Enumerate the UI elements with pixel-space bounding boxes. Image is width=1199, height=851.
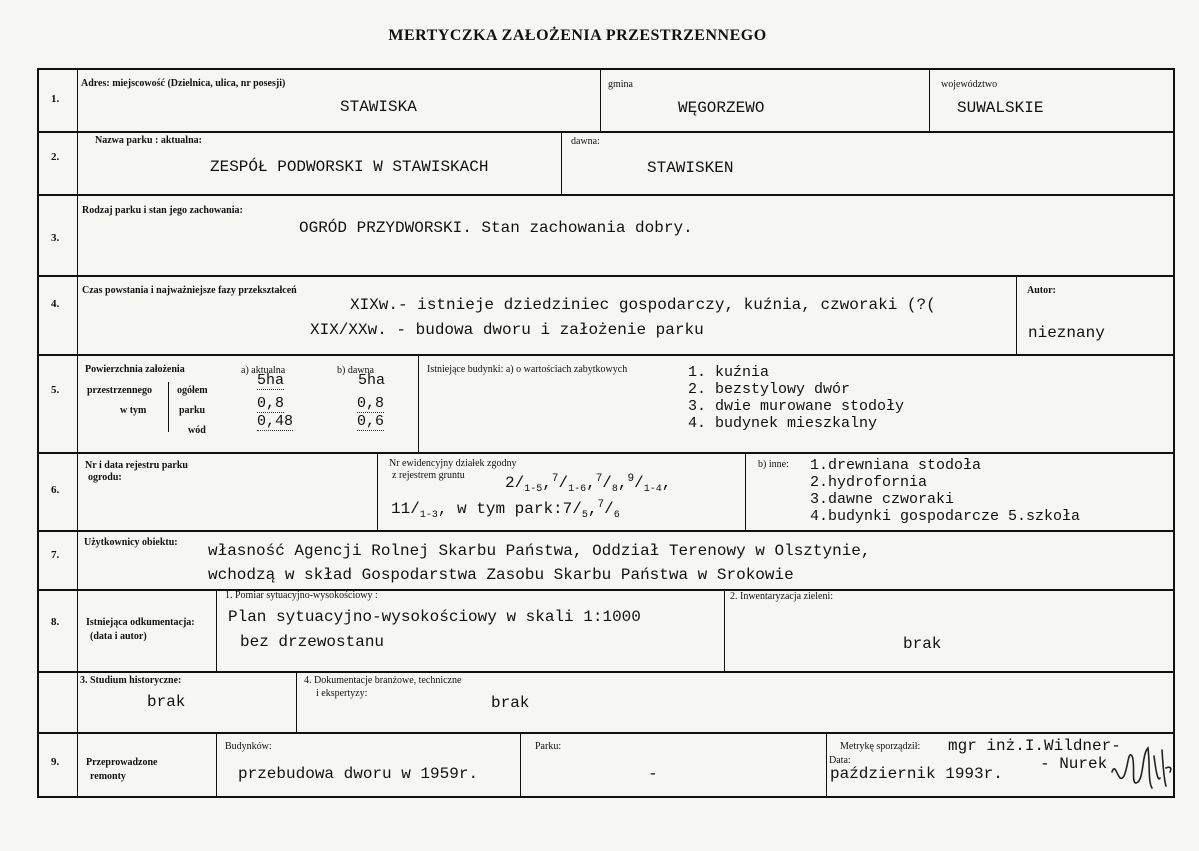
total-label: ogółem — [177, 385, 208, 396]
cell-divider — [724, 589, 725, 671]
historical-study-label: 3. Studium historyczne: — [80, 675, 182, 686]
other-building-item: 1.drewniana stodoła — [810, 457, 982, 474]
row-divider — [37, 530, 1175, 532]
park-name-current-label: Nazwa parku : aktualna: — [95, 135, 202, 146]
number-column-divider — [77, 68, 78, 798]
gmina-value: WĘGORZEWO — [678, 99, 765, 117]
plot-numbers-label-2: z rejestrem gruntu — [392, 470, 465, 481]
branch-docs-value: brak — [491, 694, 530, 712]
current-area-header: a) aktualna — [241, 365, 286, 376]
row-divider — [37, 354, 1175, 356]
row-divider — [37, 131, 1175, 133]
cell-divider — [216, 589, 217, 671]
former-area-header: b) dawna — [337, 365, 374, 376]
prepared-by-label: Metrykę sporządził: — [840, 741, 921, 752]
cell-divider — [561, 131, 562, 194]
row-number: 7. — [51, 549, 60, 561]
row-number: 8. — [51, 616, 60, 628]
row-divider — [37, 671, 1175, 673]
water-area-label: wód — [188, 425, 206, 436]
row-divider — [37, 589, 1175, 591]
cell-divider — [929, 68, 930, 131]
gmina-label: gmina — [608, 79, 633, 90]
existing-buildings-label: Istniejące budynki: a) o wartościach zabytkowych — [427, 364, 628, 375]
including-label: w tym — [120, 405, 147, 416]
greenery-inventory-label: 2. Inwentaryzacja zieleni: — [730, 591, 833, 602]
author-label: Autor: — [1027, 285, 1056, 296]
other-buildings-label: b) inne: — [758, 459, 789, 470]
form-title: MERTYCZKA ZAŁOŻENIA PRZESTRZENNEGO — [388, 27, 767, 44]
survey-line-1: Plan sytuacyjno-wysokościowy w skali 1:1000 — [228, 608, 641, 626]
former-park-area: 0,8 — [357, 395, 385, 412]
row-divider — [37, 732, 1175, 734]
park-renovation-value: - — [648, 765, 658, 783]
plot-numbers-label: Nr ewidencyjny działek zgodny — [389, 458, 517, 469]
survey-label: 1. Pomiar sytuacyjno-wysokościowy : — [225, 590, 378, 601]
cell-divider — [745, 452, 746, 530]
row-number: 6. — [51, 484, 60, 496]
registry-label: Nr i data rejestru parku — [85, 460, 188, 471]
cell-divider — [296, 671, 297, 732]
cell-divider — [1016, 275, 1017, 354]
historical-study-value: brak — [147, 693, 186, 711]
park-name-former-label: dawna: — [571, 136, 600, 147]
prepared-by-value-2: - Nurek — [1040, 755, 1108, 773]
row-number: 4. — [51, 298, 60, 310]
registry-label-2: ogrodu: — [88, 472, 122, 483]
park-area-label: parku — [179, 405, 206, 416]
history-phases-label: Czas powstania i najważniejsze fazy przekształceń — [82, 285, 297, 296]
cell-divider — [216, 732, 217, 798]
row-divider — [37, 275, 1175, 277]
park-renovation-label: Parku: — [535, 741, 562, 752]
cell-divider — [520, 732, 521, 798]
survey-line-2: bez drzewostanu — [240, 633, 385, 651]
documentation-label-2: (data i autor) — [90, 631, 147, 642]
historic-building-item: 2. bezstylowy dwór — [688, 381, 851, 398]
cell-divider — [418, 354, 419, 452]
voivodeship-label: województwo — [941, 79, 998, 90]
current-water-area: 0,48 — [257, 413, 294, 430]
park-name-former-value: STAWISKEN — [647, 159, 734, 177]
renovations-label: Przeprowadzone — [86, 757, 158, 768]
row-number: 1. — [51, 93, 60, 105]
greenery-inventory-value: brak — [903, 635, 942, 653]
buildings-renovation-value: przebudowa dworu w 1959r. — [238, 765, 479, 783]
branch-docs-label-2: i ekspertyzy: — [316, 688, 368, 699]
branch-docs-label: 4. Dokumentacje branżowe, techniczne — [304, 675, 462, 686]
plot-numbers-line-2: $11/_{1-3}$, w tym $park:7/_5,^7/_6$ — [391, 499, 620, 521]
current-total-area: 5ha — [257, 372, 285, 389]
other-building-item: 2.hydrofornia — [810, 474, 928, 491]
cell-divider — [826, 732, 827, 798]
users-label: Użytkownicy obiektu: — [84, 537, 178, 548]
park-type-label: Rodzaj parku i stan jego zachowania: — [82, 205, 243, 216]
cell-divider — [168, 382, 169, 432]
renovations-label-2: remonty — [90, 771, 126, 782]
row-number: 2. — [51, 151, 60, 163]
signature-image — [1108, 742, 1174, 794]
row-divider — [37, 194, 1175, 196]
date-label: Data: — [829, 755, 851, 766]
park-name-current-value: ZESPÓŁ PODWORSKI W STAWISKACH — [210, 158, 489, 176]
row-number: 5. — [51, 384, 60, 396]
row-divider — [37, 452, 1175, 454]
historic-building-item: 1. kuźnia — [688, 364, 770, 381]
other-building-item: 3.dawne czworaki — [810, 491, 955, 508]
historic-building-item: 4. budynek mieszkalny — [688, 415, 878, 432]
prepared-by-value: mgr inż.I.Wildner- — [948, 737, 1121, 755]
cell-divider — [377, 452, 378, 530]
row-number: 3. — [51, 232, 60, 244]
history-phases-line-2: XIX/XXw. - budowa dworu i założenie parku — [310, 321, 704, 339]
address-value: STAWISKA — [340, 98, 417, 116]
other-building-item: 4.budynki gospodarcze 5.szkoła — [810, 508, 1081, 525]
spatial-label: przestrzennego — [87, 385, 152, 396]
former-total-area: 5ha — [358, 372, 386, 389]
former-water-area: 0,6 — [357, 413, 385, 430]
users-line-1: własność Agencji Rolnej Skarbu Państwa, Oddział Terenowy w Olsztynie, — [208, 542, 871, 560]
historic-building-item: 3. dwie murowane stodoły — [688, 398, 905, 415]
history-phases-line-1: XIXw.- istnieje dziedziniec gospodarczy, kuźnia, czworaki (?( — [350, 296, 936, 314]
address-label: Adres: miejscowość (Dzielnica, ulica, nr posesji) — [81, 78, 286, 89]
cell-divider — [600, 68, 601, 131]
area-label: Powierzchnia założenia — [85, 364, 185, 375]
park-type-value: OGRÓD PRZYDWORSKI. Stan zachowania dobry. — [299, 219, 693, 237]
users-line-2: wchodzą w skład Gospodarstwa Zasobu Skarbu Państwa w Srokowie — [208, 566, 794, 584]
current-park-area: 0,8 — [257, 395, 285, 412]
row-number: 9. — [51, 756, 60, 768]
date-value: październik 1993r. — [830, 765, 1003, 783]
voivodeship-value: SUWALSKIE — [957, 99, 1044, 117]
documentation-label: Istniejąca odkumentacja: — [86, 617, 195, 628]
author-value: nieznany — [1028, 324, 1105, 342]
plot-numbers-line-1: $2/_{1-5},^7/_{1-6},^7/_8,^9/_{1-4}$, — [505, 473, 672, 495]
buildings-renovation-label: Budynków: — [225, 741, 272, 752]
form-frame — [37, 68, 1175, 798]
